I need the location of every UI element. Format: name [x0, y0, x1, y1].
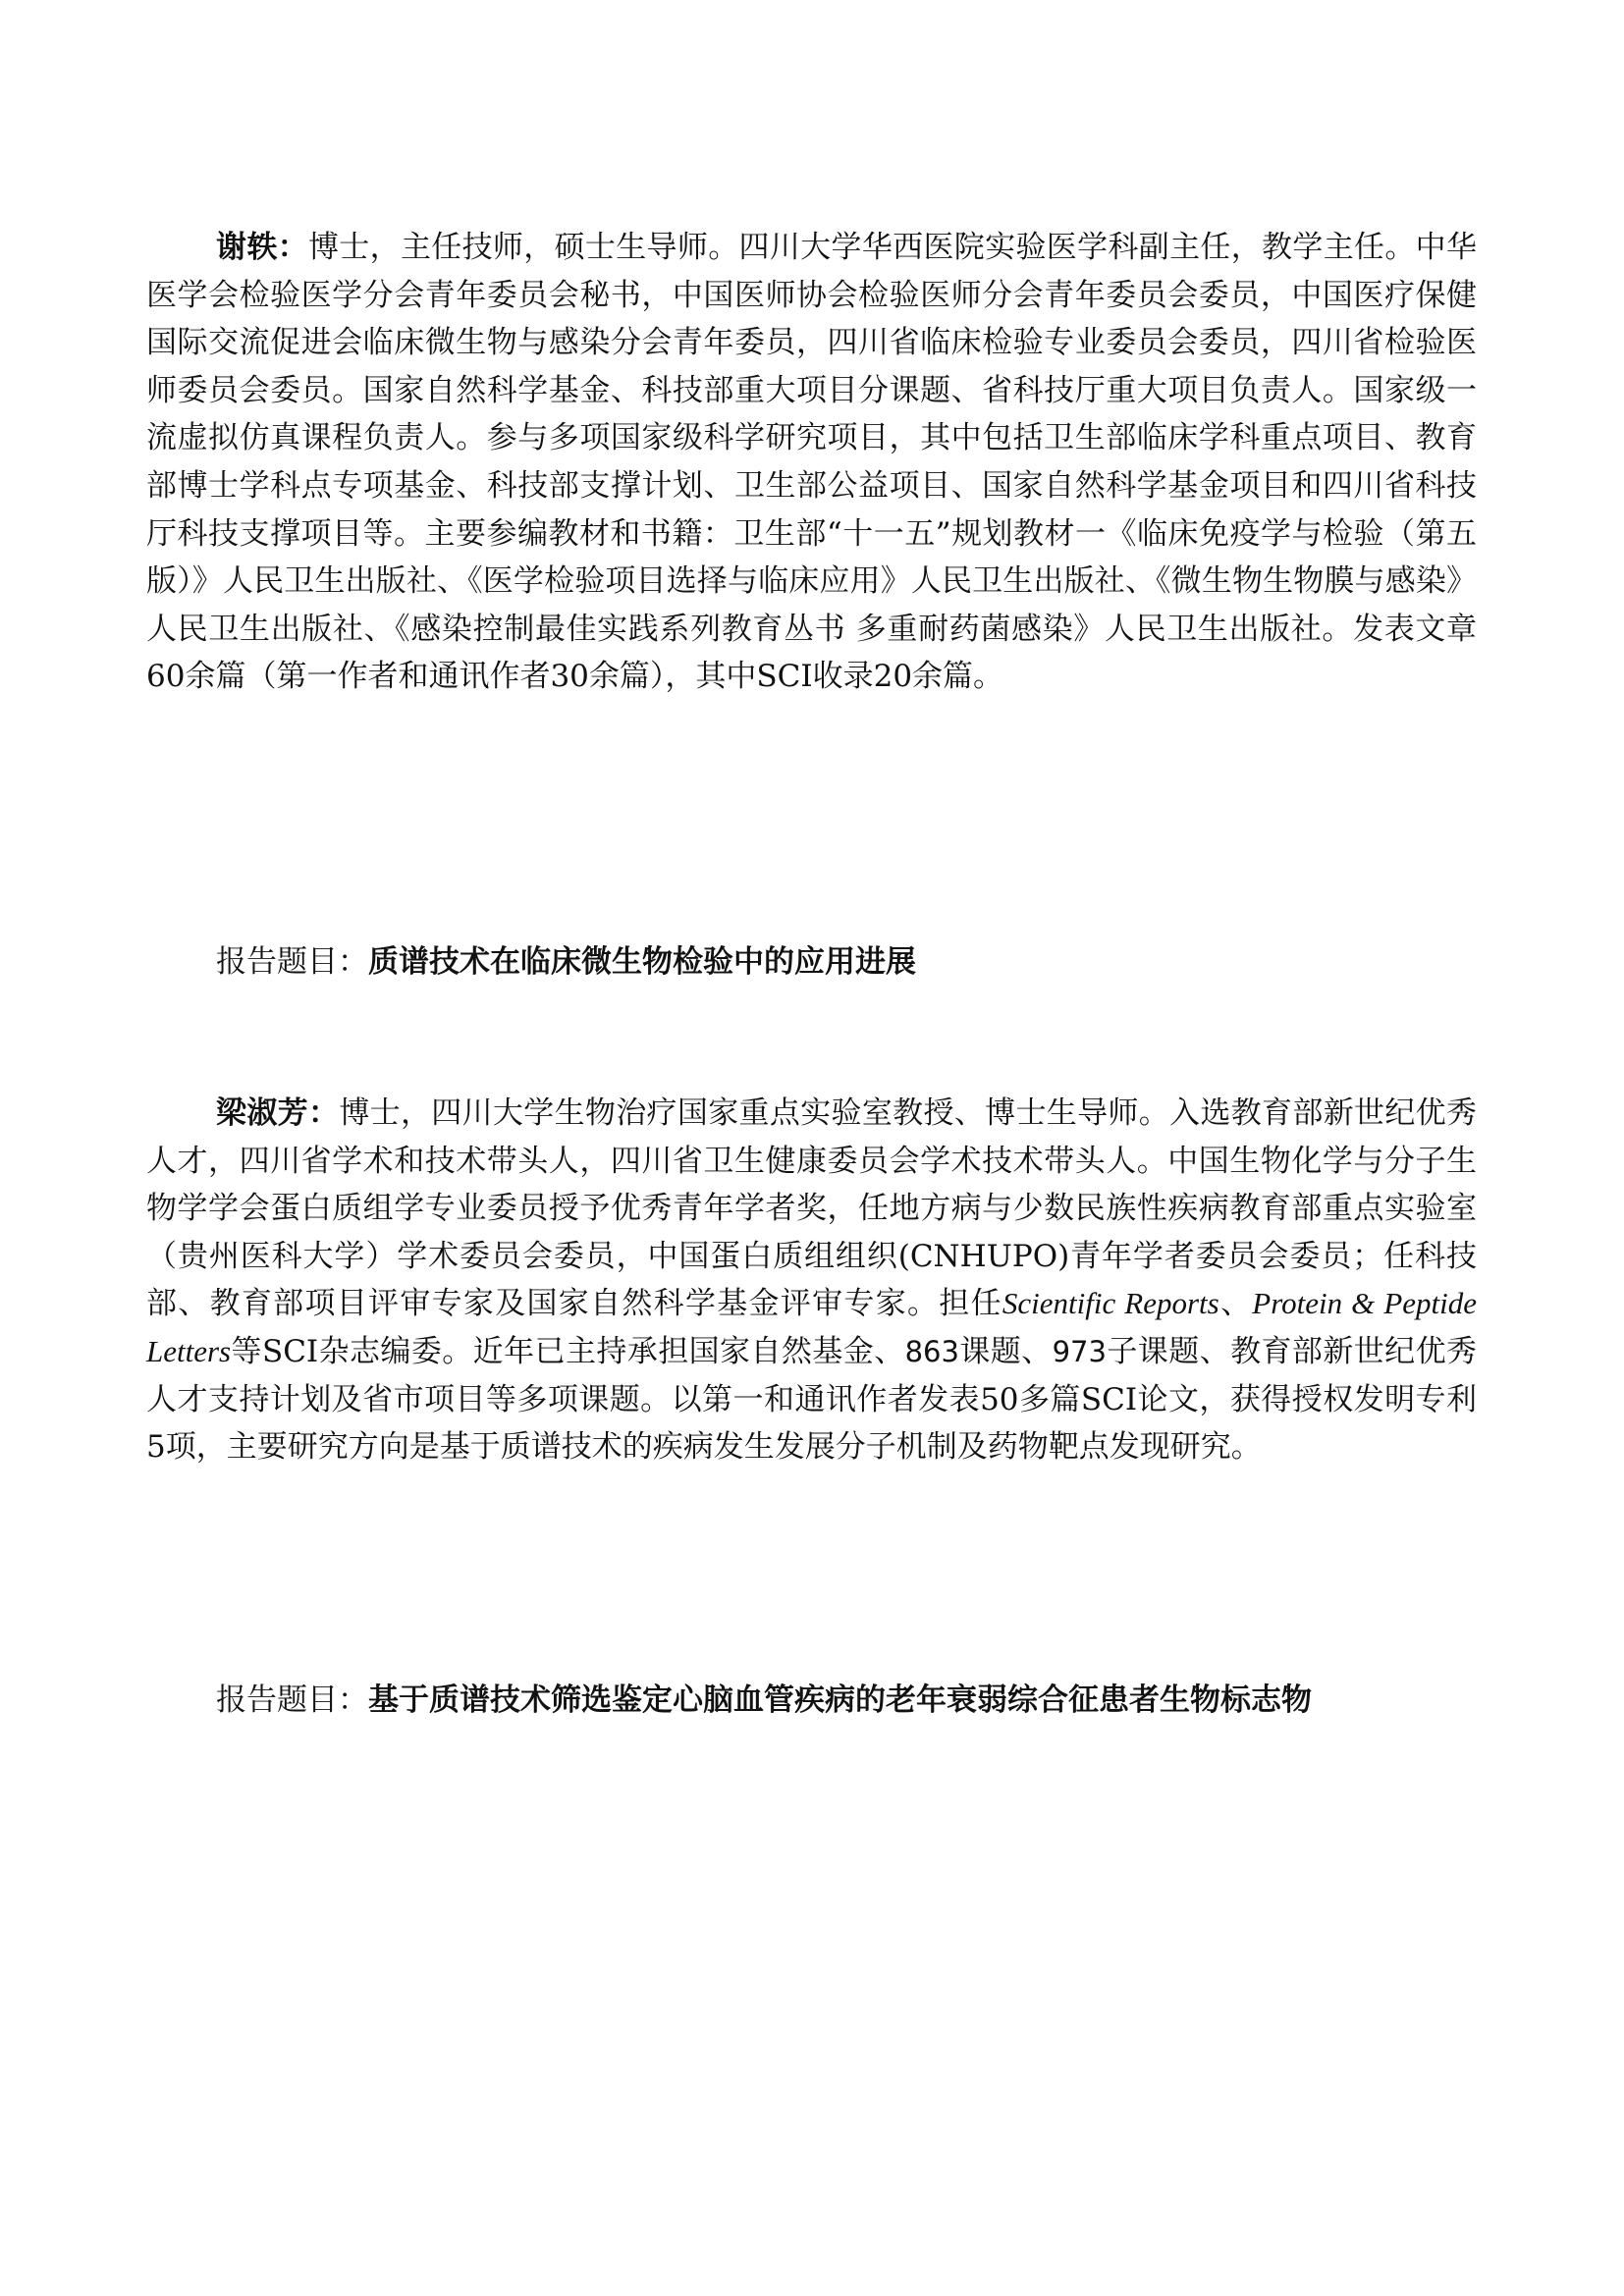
speaker-bio-xie: [146, 224, 1477, 701]
project-number: 973: [1052, 1334, 1107, 1368]
project-number: 863: [904, 1334, 959, 1368]
speaker-bio-text: 博士，四川大学生物治疗国家重点实验室教授、博士生导师。入选教育部新世纪优秀人才，四川省学术和技术带头人，四川省卫生健康委员会学术技术带头人。中国生物化学与分子生物学学会蛋白质组学专业委员授予优秀青年学者奖，任地方病与少数民族性疾病教育部重点实验室（贵州医科大学）学术委员会委员，中国蛋白质组组织(CNHUPO)青年学者委员会委员；任科技部、教育部项目评审专家及国家自然科学基金评审专家。担任: [146, 1095, 1478, 1322]
report-title: 基于质谱技术筛选鉴定心脑血管疾病的老年衰弱综合征患者生物标志物: [368, 1682, 1312, 1718]
report-label: 报告题目：: [216, 944, 368, 980]
speaker-bio-text: 课题、: [958, 1333, 1053, 1369]
journal-name: Protein & Peptide Letters: [146, 1286, 1478, 1368]
speaker-name: 梁淑芳：: [216, 1095, 340, 1131]
report-label: 报告题目：: [216, 1682, 368, 1718]
report-title: 质谱技术在临床微生物检验中的应用进展: [368, 944, 916, 980]
speaker-bio-liang: [146, 1090, 1477, 1471]
speaker-name: 谢轶：: [216, 230, 308, 265]
speaker-bio-text: 子课题、教育部新世纪优秀人才支持计划及省市项目等多项课题。以第一和通讯作者发表50多篇SCI论文，获得授权发明专利5项，主要研究方向是基于质谱技术的疾病发生发展分子机制及药物靶点发现研究。: [146, 1333, 1478, 1466]
journal-name: Scientific Reports: [1001, 1286, 1219, 1321]
report-topic: [216, 942, 916, 982]
report-topic: [216, 1681, 1312, 1720]
separator: 、: [1218, 1286, 1253, 1322]
speaker-bio-text: 等SCI杂志编委。近年已主持承担国家自然基金、: [231, 1333, 905, 1369]
speaker-bio-text: 博士，主任技师，硕士生导师。四川大学华西医院实验医学科副主任，教学主任。中华医学会检验医学分会青年委员会秘书，中国医师协会检验医师分会青年委员会委员，中国医疗保健国际交流促进会临床微生物与感染分会青年委员，四川省临床检验专业委员会委员，四川省检验医师委员会委员。国家自然科学基金、科技部重大项目分课题、省科技厅重大项目负责人。国家级一流虚拟仿真课程负责人。参与多项国家级科学研究项目，其中包括卫生部临床学科重点项目、教育部博士学科点专项基金、科技部支撑计划、卫生部公益项目、国家自然科学基金项目和四川省科技厅科技支撑项目等。主要参编教材和书籍：卫生部“十一五”规划教材一《临床免疫学与检验（第五版）》人民卫生出版社、《医学检验项目选择与临床应用》人民卫生出版社、《微生物生物膜与感染》人民卫生出版社、《感染控制最佳实践系列教育丛书 多重耐药菌感染》人民卫生出版社。发表文章60余篇（第一作者和通讯作者30余篇），其中SCI收录20余篇。: [146, 230, 1478, 695]
